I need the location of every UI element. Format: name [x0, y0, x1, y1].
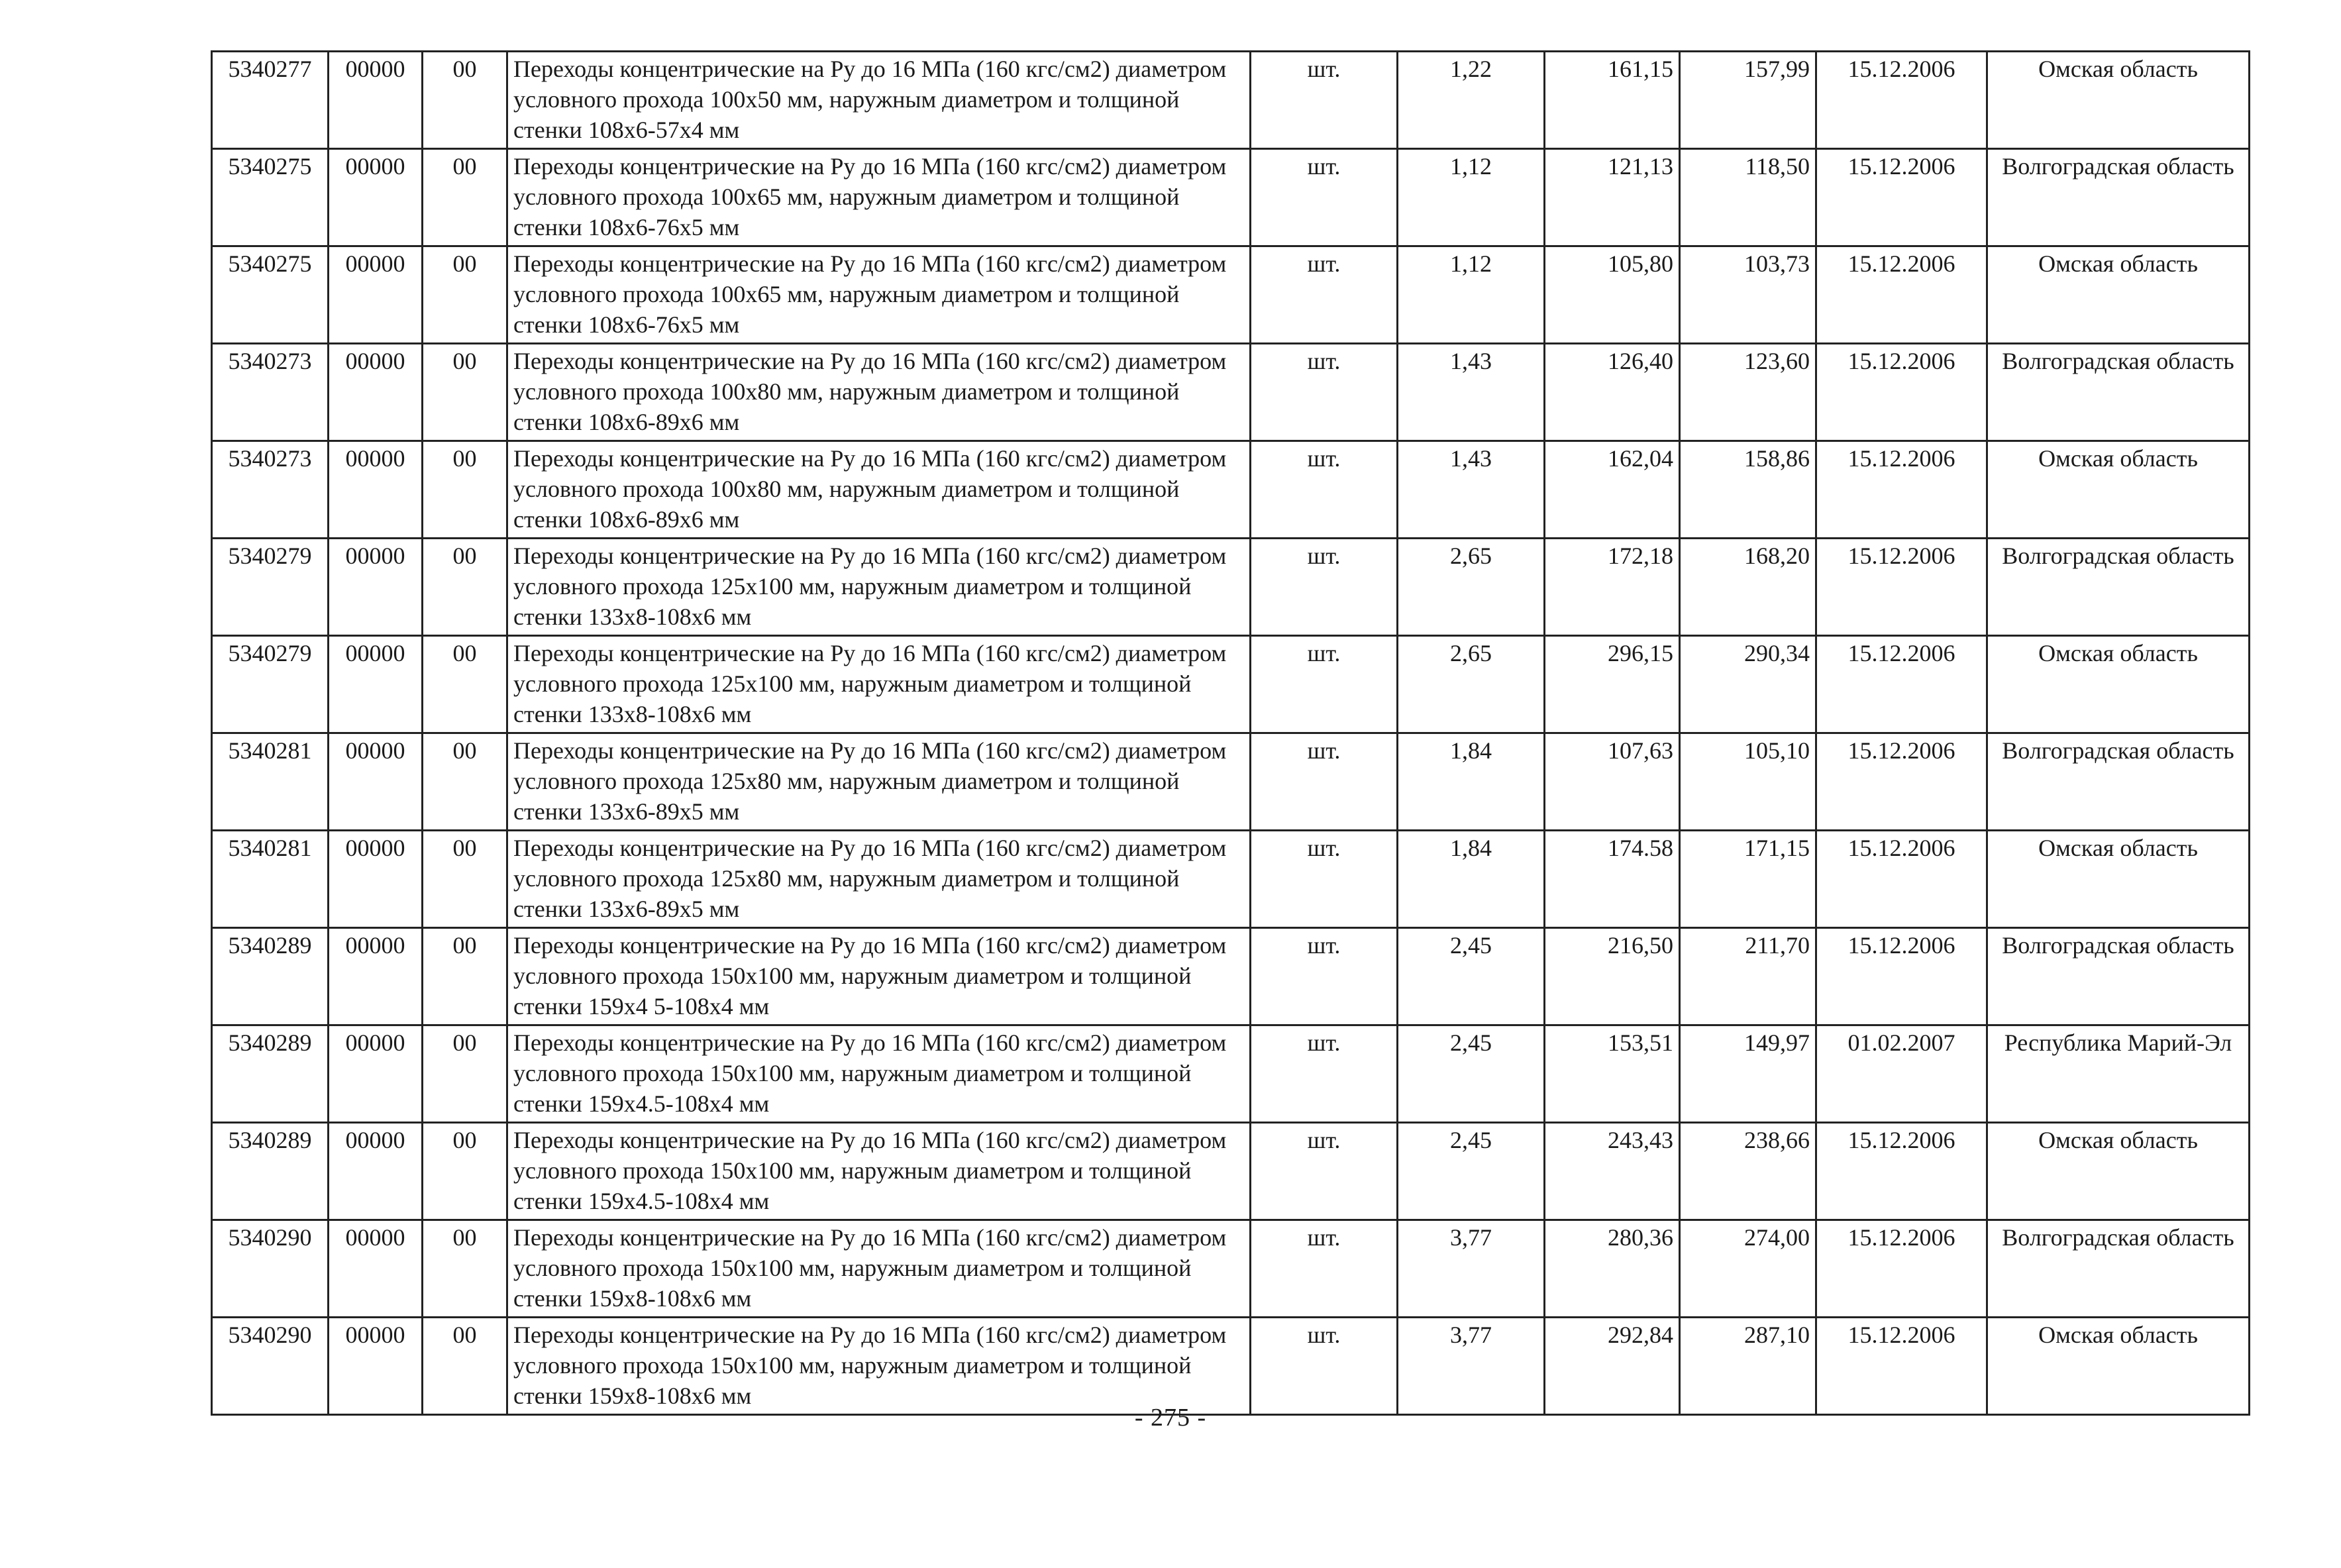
cell-subcode: 00000	[329, 1318, 423, 1415]
cell-price-2: 274,00	[1680, 1220, 1816, 1318]
cell-subcode: 00000	[329, 539, 423, 636]
cell-description: Переходы концентрические на Ру до 16 МПа (160 кгс/см2) диаметром условного прохода 150х100 мм, наружным диаметром и толщиной стенки 159х4.5-108х4 мм	[507, 1123, 1251, 1220]
cell-description: Переходы концентрические на Ру до 16 МПа (160 кгс/см2) диаметром условного прохода 100х65 мм, наружным диаметром и толщиной стенки 108х6-76х5 мм	[507, 149, 1251, 246]
table-row	[212, 246, 2250, 344]
cell-price-1: 280,36	[1545, 1220, 1680, 1318]
table-row	[212, 52, 2250, 149]
cell-price-2: 103,73	[1680, 246, 1816, 344]
cell-region: Волгоградская область	[1987, 149, 2250, 246]
cell-date: 15.12.2006	[1816, 1123, 1987, 1220]
cell-date: 15.12.2006	[1816, 246, 1987, 344]
cell-weight: 3,77	[1398, 1220, 1545, 1318]
cell-date: 15.12.2006	[1816, 928, 1987, 1025]
cell-weight: 1,84	[1398, 733, 1545, 831]
cell-description: Переходы концентрические на Ру до 16 МПа (160 кгс/см2) диаметром условного прохода 125х80 мм, наружным диаметром и толщиной стенки 133х6-89х5 мм	[507, 831, 1251, 928]
cell-region: Омская область	[1987, 1318, 2250, 1415]
cell-code: 5340275	[212, 246, 329, 344]
cell-region: Волгоградская область	[1987, 733, 2250, 831]
cell-price-1: 126,40	[1545, 344, 1680, 441]
cell-price-2: 290,34	[1680, 636, 1816, 733]
cell-price-1: 107,63	[1545, 733, 1680, 831]
cell-subcode: 00000	[329, 1025, 423, 1123]
cell-suffix: 00	[423, 52, 507, 149]
price-table	[211, 50, 2250, 1416]
table-row	[212, 1318, 2250, 1415]
cell-suffix: 00	[423, 636, 507, 733]
cell-date: 15.12.2006	[1816, 149, 1987, 246]
cell-weight: 1,22	[1398, 52, 1545, 149]
cell-unit: шт.	[1251, 246, 1398, 344]
cell-weight: 2,65	[1398, 539, 1545, 636]
cell-subcode: 00000	[329, 636, 423, 733]
cell-date: 15.12.2006	[1816, 344, 1987, 441]
cell-suffix: 00	[423, 246, 507, 344]
cell-subcode: 00000	[329, 52, 423, 149]
cell-weight: 3,77	[1398, 1318, 1545, 1415]
cell-code: 5340289	[212, 1123, 329, 1220]
page-number: - 275 -	[1134, 1404, 1207, 1432]
table-body	[212, 52, 2250, 1415]
cell-suffix: 00	[423, 733, 507, 831]
cell-price-2: 105,10	[1680, 733, 1816, 831]
cell-unit: шт.	[1251, 1123, 1398, 1220]
cell-price-2: 123,60	[1680, 344, 1816, 441]
cell-subcode: 00000	[329, 831, 423, 928]
cell-unit: шт.	[1251, 733, 1398, 831]
cell-price-1: 243,43	[1545, 1123, 1680, 1220]
cell-code: 5340273	[212, 344, 329, 441]
table-row	[212, 928, 2250, 1025]
table-row	[212, 149, 2250, 246]
cell-region: Омская область	[1987, 636, 2250, 733]
cell-price-1: 105,80	[1545, 246, 1680, 344]
table-row	[212, 636, 2250, 733]
cell-unit: шт.	[1251, 1025, 1398, 1123]
cell-weight: 1,43	[1398, 344, 1545, 441]
cell-suffix: 00	[423, 344, 507, 441]
cell-description: Переходы концентрические на Ру до 16 МПа (160 кгс/см2) диаметром условного прохода 125х100 мм, наружным диаметром и толщиной стенки 133х8-108х6 мм	[507, 636, 1251, 733]
cell-subcode: 00000	[329, 344, 423, 441]
cell-code: 5340290	[212, 1318, 329, 1415]
cell-suffix: 00	[423, 149, 507, 246]
cell-code: 5340290	[212, 1220, 329, 1318]
cell-suffix: 00	[423, 928, 507, 1025]
cell-description: Переходы концентрические на Ру до 16 МПа (160 кгс/см2) диаметром условного прохода 125х100 мм, наружным диаметром и толщиной стенки 133х8-108х6 мм	[507, 539, 1251, 636]
cell-suffix: 00	[423, 1123, 507, 1220]
table-row	[212, 344, 2250, 441]
cell-unit: шт.	[1251, 149, 1398, 246]
cell-weight: 2,45	[1398, 928, 1545, 1025]
cell-suffix: 00	[423, 1025, 507, 1123]
cell-code: 5340281	[212, 733, 329, 831]
cell-price-2: 118,50	[1680, 149, 1816, 246]
cell-description: Переходы концентрические на Ру до 16 МПа (160 кгс/см2) диаметром условного прохода 100х80 мм, наружным диаметром и толщиной стенки 108х6-89х6 мм	[507, 344, 1251, 441]
cell-date: 01.02.2007	[1816, 1025, 1987, 1123]
cell-suffix: 00	[423, 1220, 507, 1318]
cell-suffix: 00	[423, 539, 507, 636]
cell-subcode: 00000	[329, 733, 423, 831]
cell-subcode: 00000	[329, 441, 423, 539]
cell-code: 5340277	[212, 52, 329, 149]
cell-date: 15.12.2006	[1816, 441, 1987, 539]
cell-code: 5340279	[212, 539, 329, 636]
cell-region: Волгоградская область	[1987, 1220, 2250, 1318]
cell-region: Омская область	[1987, 52, 2250, 149]
cell-price-1: 121,13	[1545, 149, 1680, 246]
cell-price-1: 153,51	[1545, 1025, 1680, 1123]
cell-price-2: 287,10	[1680, 1318, 1816, 1415]
cell-description: Переходы концентрические на Ру до 16 МПа (160 кгс/см2) диаметром условного прохода 150х100 мм, наружным диаметром и толщиной стенки 159х8-108х6 мм	[507, 1318, 1251, 1415]
cell-region: Республика Марий-Эл	[1987, 1025, 2250, 1123]
cell-date: 15.12.2006	[1816, 831, 1987, 928]
cell-weight: 2,65	[1398, 636, 1545, 733]
cell-price-1: 174.58	[1545, 831, 1680, 928]
cell-region: Омская область	[1987, 1123, 2250, 1220]
cell-description: Переходы концентрические на Ру до 16 МПа (160 кгс/см2) диаметром условного прохода 125х80 мм, наружным диаметром и толщиной стенки 133х6-89х5 мм	[507, 733, 1251, 831]
cell-price-1: 296,15	[1545, 636, 1680, 733]
cell-region: Волгоградская область	[1987, 539, 2250, 636]
cell-date: 15.12.2006	[1816, 539, 1987, 636]
cell-weight: 1,12	[1398, 149, 1545, 246]
table-row	[212, 1025, 2250, 1123]
table-row	[212, 1123, 2250, 1220]
cell-description: Переходы концентрические на Ру до 16 МПа (160 кгс/см2) диаметром условного прохода 100х65 мм, наружным диаметром и толщиной стенки 108х6-76х5 мм	[507, 246, 1251, 344]
cell-subcode: 00000	[329, 149, 423, 246]
cell-description: Переходы концентрические на Ру до 16 МПа (160 кгс/см2) диаметром условного прохода 150х100 мм, наружным диаметром и толщиной стенки 159х4.5-108х4 мм	[507, 1025, 1251, 1123]
table-row	[212, 539, 2250, 636]
cell-price-2: 238,66	[1680, 1123, 1816, 1220]
table-row	[212, 441, 2250, 539]
cell-subcode: 00000	[329, 1123, 423, 1220]
cell-suffix: 00	[423, 441, 507, 539]
cell-unit: шт.	[1251, 344, 1398, 441]
cell-unit: шт.	[1251, 928, 1398, 1025]
cell-unit: шт.	[1251, 636, 1398, 733]
cell-weight: 1,12	[1398, 246, 1545, 344]
cell-region: Омская область	[1987, 441, 2250, 539]
cell-price-1: 292,84	[1545, 1318, 1680, 1415]
cell-price-1: 162,04	[1545, 441, 1680, 539]
cell-code: 5340275	[212, 149, 329, 246]
cell-weight: 2,45	[1398, 1025, 1545, 1123]
cell-price-2: 158,86	[1680, 441, 1816, 539]
cell-date: 15.12.2006	[1816, 1220, 1987, 1318]
cell-weight: 2,45	[1398, 1123, 1545, 1220]
cell-date: 15.12.2006	[1816, 52, 1987, 149]
cell-region: Омская область	[1987, 246, 2250, 344]
cell-region: Волгоградская область	[1987, 344, 2250, 441]
cell-suffix: 00	[423, 831, 507, 928]
cell-region: Волгоградская область	[1987, 928, 2250, 1025]
cell-price-2: 149,97	[1680, 1025, 1816, 1123]
cell-code: 5340281	[212, 831, 329, 928]
cell-unit: шт.	[1251, 831, 1398, 928]
cell-description: Переходы концентрические на Ру до 16 МПа (160 кгс/см2) диаметром условного прохода 150х100 мм, наружным диаметром и толщиной стенки 159х8-108х6 мм	[507, 1220, 1251, 1318]
cell-unit: шт.	[1251, 441, 1398, 539]
cell-price-1: 172,18	[1545, 539, 1680, 636]
cell-description: Переходы концентрические на Ру до 16 МПа (160 кгс/см2) диаметром условного прохода 150х100 мм, наружным диаметром и толщиной стенки 159х4 5-108х4 мм	[507, 928, 1251, 1025]
cell-weight: 1,84	[1398, 831, 1545, 928]
cell-subcode: 00000	[329, 246, 423, 344]
table-row	[212, 831, 2250, 928]
cell-price-1: 216,50	[1545, 928, 1680, 1025]
cell-unit: шт.	[1251, 1318, 1398, 1415]
table-row	[212, 1220, 2250, 1318]
cell-subcode: 00000	[329, 928, 423, 1025]
cell-suffix: 00	[423, 1318, 507, 1415]
cell-region: Омская область	[1987, 831, 2250, 928]
cell-code: 5340279	[212, 636, 329, 733]
cell-description: Переходы концентрические на Ру до 16 МПа (160 кгс/см2) диаметром условного прохода 100х80 мм, наружным диаметром и толщиной стенки 108х6-89х6 мм	[507, 441, 1251, 539]
cell-unit: шт.	[1251, 1220, 1398, 1318]
cell-description: Переходы концентрические на Ру до 16 МПа (160 кгс/см2) диаметром условного прохода 100х50 мм, наружным диаметром и толщиной стенки 108х6-57х4 мм	[507, 52, 1251, 149]
cell-date: 15.12.2006	[1816, 733, 1987, 831]
cell-unit: шт.	[1251, 52, 1398, 149]
cell-unit: шт.	[1251, 539, 1398, 636]
cell-price-2: 171,15	[1680, 831, 1816, 928]
cell-price-2: 168,20	[1680, 539, 1816, 636]
cell-code: 5340273	[212, 441, 329, 539]
cell-date: 15.12.2006	[1816, 1318, 1987, 1415]
cell-price-2: 157,99	[1680, 52, 1816, 149]
table-row	[212, 733, 2250, 831]
cell-subcode: 00000	[329, 1220, 423, 1318]
cell-price-1: 161,15	[1545, 52, 1680, 149]
cell-code: 5340289	[212, 928, 329, 1025]
cell-price-2: 211,70	[1680, 928, 1816, 1025]
cell-weight: 1,43	[1398, 441, 1545, 539]
cell-date: 15.12.2006	[1816, 636, 1987, 733]
cell-code: 5340289	[212, 1025, 329, 1123]
